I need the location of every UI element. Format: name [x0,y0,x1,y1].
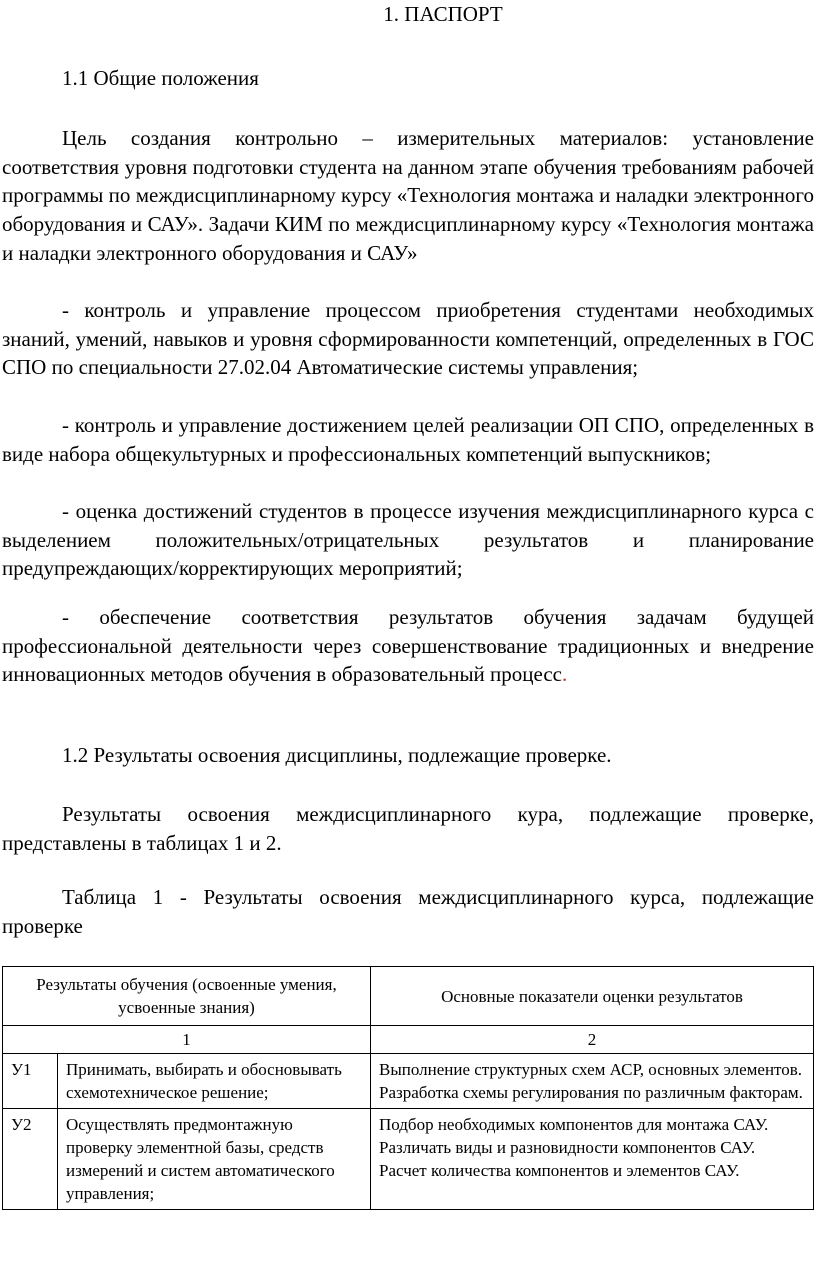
document-title: 1. ПАСПОРТ [383,2,503,26]
task-paragraph-1 [2,296,814,382]
results-text: Результаты освоения междисциплинарного кура, подлежащие проверке, представлены в таблицах 1 и 2. [2,802,814,855]
column-number-2: 2 [371,1026,814,1054]
skill-code: У1 [3,1054,58,1109]
indicator-cell [371,1109,814,1210]
section-heading-1-2: 1.2 Результаты освоения дисциплины, подлежащие проверке. [62,743,612,767]
table-row [3,1109,814,1210]
task-text: - обеспечение соответствия результатов обучения задачам будущей профессиональной деятельности через совершенствование традиционных и внедрение инновационных методов обучения в образовательный процесс [2,605,814,687]
results-table [2,966,814,1210]
task-paragraph-4 [2,603,814,689]
table-row [3,1054,814,1109]
task-paragraph-3 [2,497,814,583]
table-header-row [3,967,814,1026]
intro-text: Цель создания контрольно – измерительных материалов: установление соответствия уровня подготовки студента на данном этапе обучения требованиям рабочей программы по междисциплинарному курсу «Технология монтажа и наладки электронного оборудования и САУ». Задачи КИМ по междисциплинарному курсу «Технология монтажа и наладки электронного оборудования и САУ» [2,126,814,265]
indicator-line: Разработка схемы регулирования по различным факторам. [379,1083,803,1102]
final-period: . [562,662,568,687]
indicator-line: Подбор необходимых компонентов для монтажа САУ. Различать виды и разновидности компонентов САУ. Расчет количества компонентов и элементов САУ. [379,1115,769,1180]
skill-code: У2 [3,1109,58,1210]
skill-description: Осуществлять предмонтажную проверку элементной базы, средств измерений и систем автоматического управления; [58,1109,371,1210]
table-number-row [3,1026,814,1054]
table-caption [2,883,814,940]
intro-paragraph [2,124,814,268]
task-text: - контроль и управление достижением целей реализации ОП СПО, определенных в виде набора общекультурных и профессиональных компетенций выпускников; [2,413,814,466]
indicator-cell [371,1054,814,1109]
task-paragraph-2 [2,411,814,468]
column-number-1: 1 [3,1026,371,1054]
task-text: - контроль и управление процессом приобретения студентами необходимых знаний, умений, навыков и уровня сформированности компетенций, определенных в ГОС СПО по специальности 27.02.04 Автоматические системы управления; [2,298,814,380]
header-cell-results: Результаты обучения (освоенные умения, усвоенные знания) [3,967,371,1026]
table-caption-text: Таблица 1 - Результаты освоения междисциплинарного курса, подлежащие проверке [2,885,814,938]
header-cell-indicators: Основные показатели оценки результатов [371,967,814,1026]
skill-description: Принимать, выбирать и обосновывать схемотехническое решение; [58,1054,371,1109]
indicator-line: Выполнение структурных схем АСР, основных элементов. [379,1060,803,1079]
task-text: - оценка достижений студентов в процессе изучения междисциплинарного курса с выделением положительных/отрицательных результатов и планирование предупреждающих/корректирующих мероприятий; [2,499,814,581]
section-heading-1-1: 1.1 Общие положения [62,66,259,90]
results-paragraph [2,800,814,857]
